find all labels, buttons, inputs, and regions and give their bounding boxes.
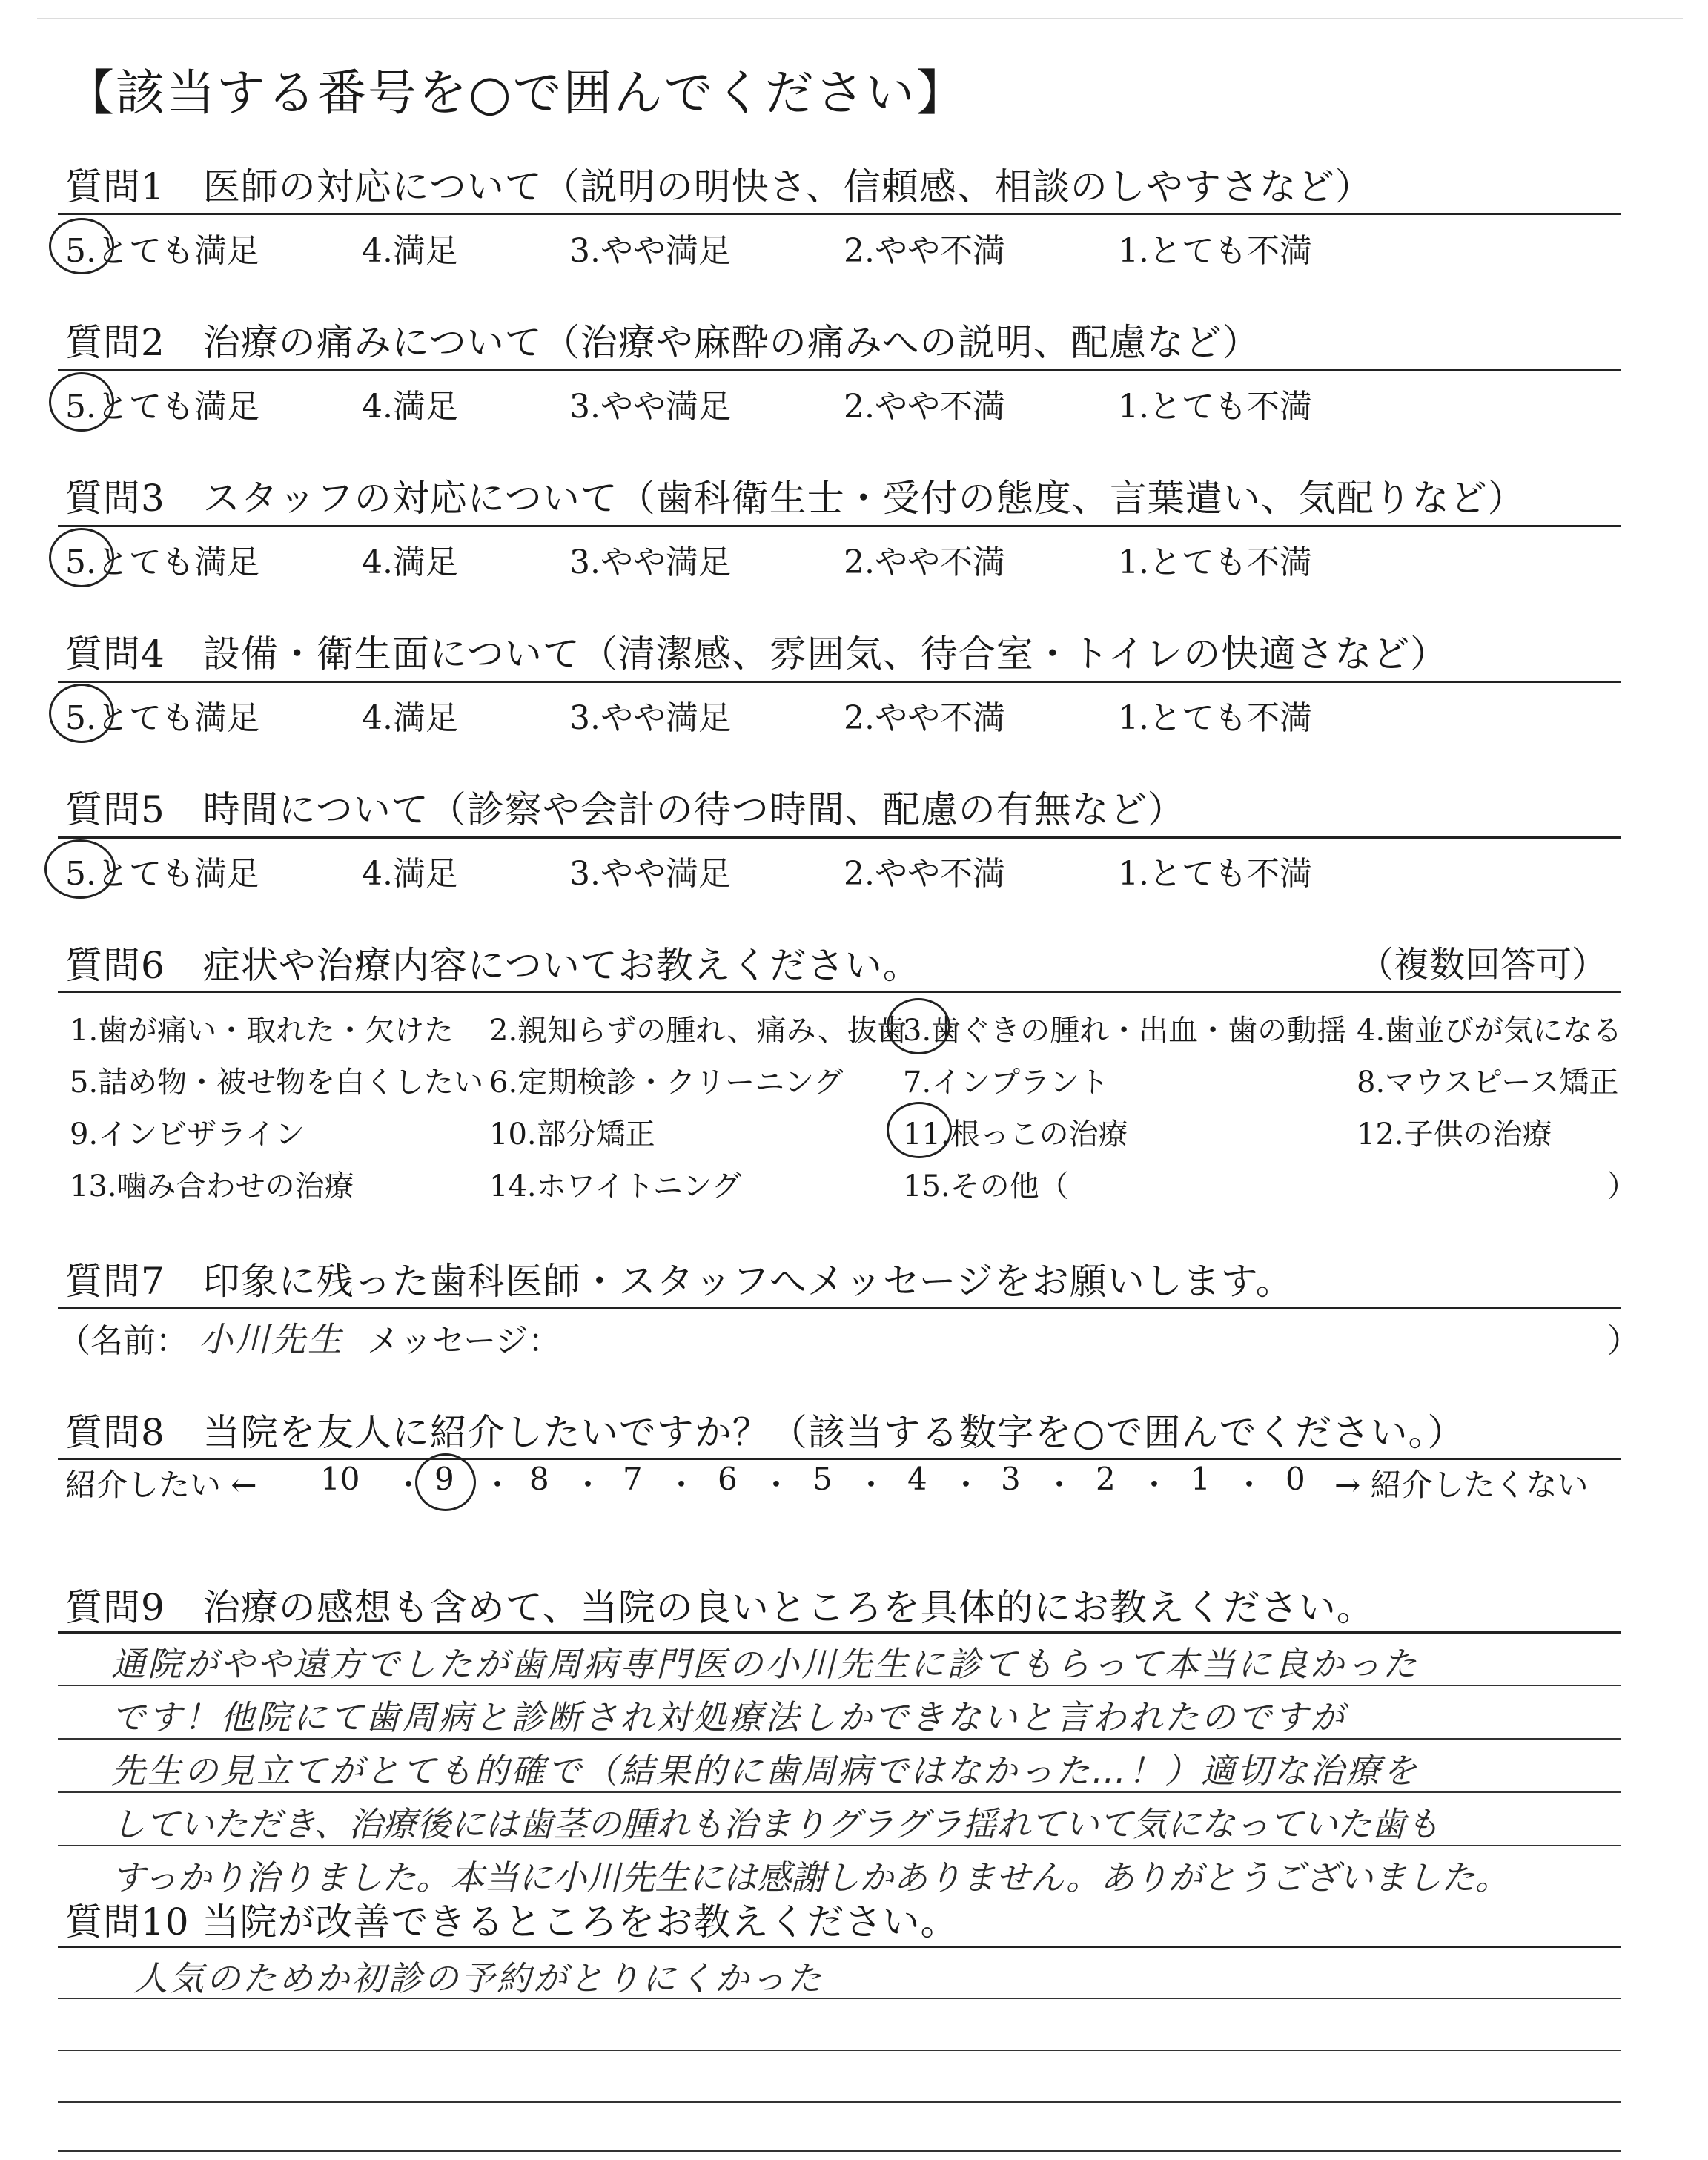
q2-selection-circle — [49, 372, 114, 432]
q8-separator: ・ — [1139, 1467, 1171, 1503]
q3-option-3[interactable]: 3.やや満足 — [569, 544, 731, 581]
q6-multiple-note: （複数回答可） — [1358, 944, 1608, 985]
q6-rule — [58, 991, 1621, 993]
q6-item-1[interactable]: 1.歯が痛い・取れた・欠けた — [70, 1014, 454, 1048]
q1-option-4[interactable]: 4.満足 — [362, 232, 458, 270]
q10-rule-0 — [58, 1946, 1621, 1948]
q4-option-5[interactable]: 5.とても満足 — [65, 699, 259, 737]
q6-selection-circle-11 — [887, 1102, 952, 1158]
q8-separator: ・ — [761, 1467, 792, 1503]
q8-rule — [58, 1458, 1621, 1460]
q3-title: 質問3 スタッフの対応について（歯科衛生士・受付の態度、言葉遣い、気配りなど） — [65, 477, 1526, 520]
q8-separator: ・ — [482, 1467, 514, 1503]
q4-option-3[interactable]: 3.やや満足 — [569, 699, 731, 737]
q1-rule — [58, 213, 1621, 215]
q6-item-10[interactable]: 10.部分矯正 — [489, 1117, 655, 1152]
q5-title: 質問5 時間について（診察や会計の待つ時間、配慮の有無など） — [65, 788, 1185, 831]
q6-selection-circle-3 — [887, 998, 950, 1054]
q2-option-3[interactable]: 3.やや満足 — [569, 388, 731, 426]
q7-title: 質問7 印象に残った歯科医師・スタッフへメッセージをお願いします。 — [65, 1260, 1294, 1303]
q3-selection-circle — [49, 528, 114, 587]
q3-option-1[interactable]: 1.とても不満 — [1118, 544, 1312, 581]
q5-option-4[interactable]: 4.満足 — [362, 855, 458, 893]
q6-item-3[interactable]: 3.歯ぐきの腫れ・出血・歯の動揺 — [903, 1014, 1347, 1048]
q6-item-11[interactable]: 11.根っこの治療 — [903, 1117, 1128, 1152]
q10-rule-4 — [58, 2150, 1621, 2152]
q9-rule-3 — [58, 1791, 1621, 1793]
q6-item-6[interactable]: 6.定期検診・クリーニング — [489, 1066, 844, 1100]
q8-separator: ・ — [572, 1467, 604, 1503]
q6-item-9[interactable]: 9.インビザライン — [70, 1117, 305, 1152]
q3-option-2[interactable]: 2.やや不満 — [844, 544, 1005, 581]
q8-scale-7[interactable]: 7 — [623, 1461, 643, 1497]
q6-item-14[interactable]: 14.ホワイトニング — [489, 1169, 742, 1203]
q4-option-1[interactable]: 1.とても不満 — [1118, 699, 1312, 737]
q4-option-4[interactable]: 4.満足 — [362, 699, 458, 737]
q8-right-label: → 紹介したくない — [1334, 1467, 1589, 1503]
q6-item-12[interactable]: 12.子供の治療 — [1357, 1117, 1552, 1152]
q6-item-4[interactable]: 4.歯並びが気になる — [1357, 1014, 1623, 1048]
q5-selection-circle — [44, 839, 116, 899]
q7-name-label: （名前： — [58, 1322, 188, 1360]
q6-item-2[interactable]: 2.親知らずの腫れ、痛み、抜歯 — [489, 1014, 907, 1048]
q9-rule-1 — [58, 1685, 1621, 1686]
q9-rule-2 — [58, 1738, 1621, 1740]
q9-rule-0 — [58, 1631, 1621, 1634]
q9-answer-line: 先生の見立てがとても的確で（結果的に歯周病ではなかった…！）適切な治療を — [111, 1751, 1419, 1791]
q8-separator: ・ — [393, 1467, 425, 1503]
q8-separator: ・ — [1234, 1467, 1265, 1503]
q6-title: 質問6 症状や治療内容についてお教えください。 — [65, 944, 921, 987]
q6-item-15[interactable]: 15.その他（ — [903, 1169, 1069, 1203]
q7-close-paren: ） — [1607, 1322, 1640, 1360]
q4-rule — [58, 681, 1621, 683]
q1-options — [65, 224, 1622, 268]
page-heading: 【該当する番号を○で囲んでください】 — [65, 65, 967, 122]
q6-item-15-close: ） — [1607, 1169, 1637, 1203]
q8-scale-9[interactable]: 9 — [434, 1461, 454, 1497]
q8-separator: ・ — [1044, 1467, 1076, 1503]
q1-option-5[interactable]: 5.とても満足 — [65, 232, 259, 270]
q7-name-handwritten[interactable]: 小川先生 — [199, 1319, 344, 1359]
q1-option-1: 1.とても不満 — [1118, 232, 1312, 270]
q8-selection-circle — [415, 1453, 476, 1511]
q8-scale-3[interactable]: 3 — [1001, 1461, 1021, 1497]
q8-scale-5[interactable]: 5 — [812, 1461, 833, 1497]
q9-answer-line: です！他院にて歯周病と診断され対処療法しかできないと言われたのですが — [111, 1697, 1346, 1737]
q8-scale-10[interactable]: 10 — [320, 1461, 360, 1497]
q2-option-4[interactable]: 4.満足 — [362, 388, 458, 426]
q7-message-label: メッセージ： — [367, 1322, 561, 1360]
q5-options — [65, 847, 1622, 891]
q3-options — [65, 535, 1622, 580]
q5-option-3[interactable]: 3.やや満足 — [569, 855, 731, 893]
q9-answer-line: 通院がやや遠方でしたが歯周病専門医の小川先生に診てもらって本当に良かった — [111, 1644, 1419, 1684]
q2-options — [65, 380, 1622, 424]
q9-title: 質問9 治療の感想も含めて、当院の良いところを具体的にお教えください。 — [65, 1586, 1374, 1629]
q6-item-7[interactable]: 7.インプラント — [903, 1066, 1110, 1100]
q8-scale-1[interactable]: 1 — [1191, 1461, 1211, 1497]
q8-scale-4[interactable]: 4 — [907, 1461, 927, 1497]
q1-option-2[interactable]: 2.やや不満 — [844, 232, 1005, 270]
q8-separator: ・ — [855, 1467, 887, 1503]
q4-title: 質問4 設備・衛生面について（清潔感、雰囲気、待合室・トイレの快適さなど） — [65, 633, 1449, 676]
q9-answer-line: していただき、治療後には歯茎の腫れも治まりグラグラ揺れていて気になっていた歯も — [111, 1804, 1440, 1844]
q5-option-2[interactable]: 2.やや不満 — [844, 855, 1005, 893]
q8-scale-6[interactable]: 6 — [718, 1461, 738, 1497]
q4-options — [65, 691, 1622, 736]
q2-option-1[interactable]: 1.とても不満 — [1118, 388, 1312, 426]
q5-rule — [58, 836, 1621, 839]
q10-rule-1 — [58, 1998, 1621, 1999]
q6-item-8[interactable]: 8.マウスピース矯正 — [1357, 1066, 1619, 1100]
q1-option-3[interactable]: 3.やや満足 — [569, 232, 731, 270]
q5-option-5[interactable]: 5.とても満足 — [65, 855, 259, 893]
q2-title: 質問2 治療の痛みについて（治療や麻酔の痛みへの説明、配慮など） — [65, 321, 1260, 364]
q4-selection-circle — [49, 684, 114, 743]
q8-scale-0[interactable]: 0 — [1285, 1461, 1305, 1497]
q8-scale-8[interactable]: 8 — [529, 1461, 549, 1497]
q8-separator: ・ — [666, 1467, 698, 1503]
q8-separator: ・ — [950, 1467, 982, 1503]
q4-option-2[interactable]: 2.やや不満 — [844, 699, 1005, 737]
q8-scale-2[interactable]: 2 — [1096, 1461, 1116, 1497]
q9-rule-4 — [58, 1845, 1621, 1846]
q6-item-13[interactable]: 13.噛み合わせの治療 — [70, 1169, 354, 1203]
q1-title: 質問1 医師の対応について（説明の明快さ、信頼感、相談のしやすさなど） — [65, 165, 1373, 208]
q9-answer-line: すっかり治りました。本当に小川先生には感謝しかありません。ありがとうございました。 — [111, 1857, 1509, 1898]
q8-title: 質問8 当院を友人に紹介したいですか？（該当する数字を○で囲んでください。） — [65, 1411, 1466, 1454]
q3-rule — [58, 525, 1621, 527]
q3-option-4[interactable]: 4.満足 — [362, 544, 458, 581]
q2-option-2[interactable]: 2.やや不満 — [844, 388, 1005, 426]
top-edge-line — [37, 18, 1683, 19]
q10-title: 質問10 当院が改善できるところをお教えください。 — [65, 1900, 959, 1943]
q6-item-5[interactable]: 5.詰め物・被せ物を白くしたい — [70, 1066, 484, 1100]
q2-rule — [58, 369, 1621, 371]
q3-option-5[interactable]: 5.とても満足 — [65, 544, 259, 581]
q8-left-label: 紹介したい ← — [65, 1467, 257, 1503]
q2-option-5[interactable]: 5.とても満足 — [65, 388, 259, 426]
q10-answer-line: 人気のためか初診の予約がとりにくかった — [133, 1958, 824, 1998]
q5-option-1[interactable]: 1.とても不満 — [1118, 855, 1312, 893]
q10-rule-3 — [58, 2101, 1621, 2103]
q7-rule — [58, 1307, 1621, 1309]
q1-selection-circle — [49, 218, 114, 274]
q10-rule-2 — [58, 2050, 1621, 2051]
